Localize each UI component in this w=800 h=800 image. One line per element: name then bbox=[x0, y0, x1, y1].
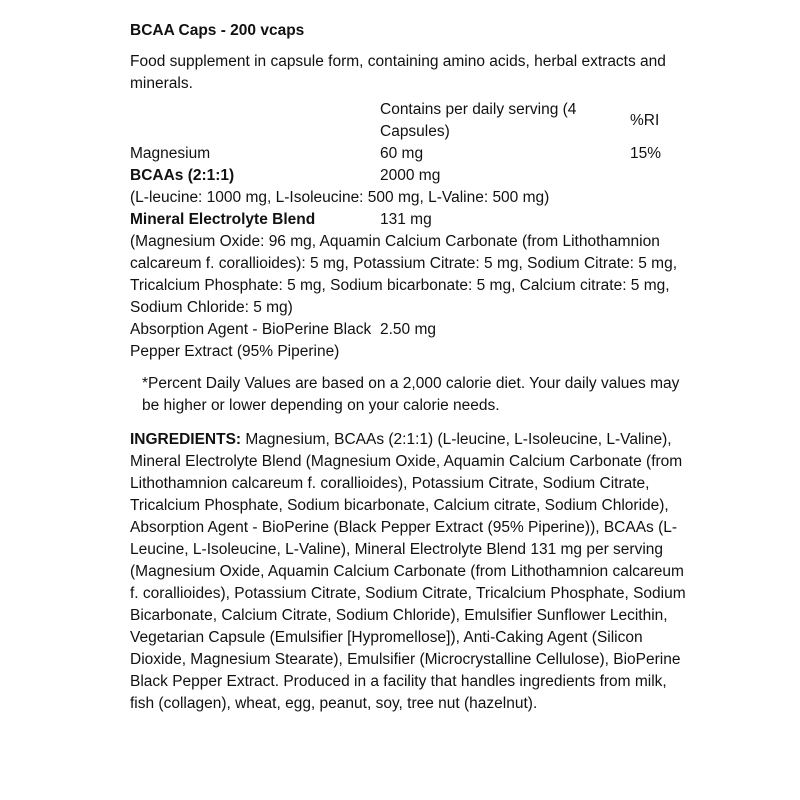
footnote: *Percent Daily Values are based on a 2,000 calorie diet. Your daily values may be higher or lower depending on your calorie needs. bbox=[142, 375, 680, 414]
row-ri: 15% bbox=[630, 145, 662, 162]
row-ri-empty bbox=[630, 319, 690, 363]
row-amount: 60 mg bbox=[380, 145, 424, 162]
table-row-detail bbox=[130, 187, 690, 209]
ingredients-label: INGREDIENTS: bbox=[130, 431, 242, 448]
row-amount: 2000 mg bbox=[380, 167, 441, 184]
row-detail: (Magnesium Oxide: 96 mg, Aquamin Calcium Carbonate (from Lithothamnion calcareum f. corallioides): 5 mg, Potassium Citrate: 5 mg, Sodium Citrate: 5 mg, Tricalcium Phosphate: 5 mg, Sodium bicarbonate: 5 mg, Calcium citrate: 5 mg, Sodium Chloride: 5 mg) bbox=[130, 233, 678, 316]
header-blank-cell bbox=[130, 99, 380, 143]
row-name: Absorption Agent - BioPerine Black Pepper Extract (95% Piperine) bbox=[130, 321, 372, 360]
table-row bbox=[130, 209, 690, 231]
table-row bbox=[130, 143, 690, 165]
header-serving: Contains per daily serving (4 Capsules) bbox=[380, 101, 577, 140]
ingredients-paragraph bbox=[130, 429, 690, 715]
row-amount: 131 mg bbox=[380, 211, 432, 228]
row-detail: (L-leucine: 1000 mg, L-Isoleucine: 500 mg, L-Valine: 500 mg) bbox=[130, 189, 550, 206]
row-amount: 2.50 mg bbox=[380, 321, 437, 338]
product-description: Food supplement in capsule form, containing amino acids, herbal extracts and minerals. bbox=[130, 53, 666, 92]
ingredients-text: Magnesium, BCAAs (2:1:1) (L-leucine, L-Isoleucine, L-Valine), Mineral Electrolyte Blend (Magnesium Oxide, Aquamin Calcium Carbonate (from Lithothamnion calcareum f. corallioides), Potassium Citrate, Sodium Citrate, Tricalcium Phosphate, Sodium bicarbonate, Calcium citrate, Sodium Chloride), Absorption Agent - BioPerine (Black Pepper Extract (95% Piperine)), BCAAs (L-Leucine, L-Isoleucine, L-Valine), Mineral Electrolyte Blend 131 mg per serving (Magnesium Oxide, Aquamin Calcium Carbonate (from Lithothamnion calcareum f. corallioides), Potassium Citrate, Sodium Citrate, Tricalcium Phosphate, Sodium Bicarbonate, Calcium Citrate, Sodium Chloride), Emulsifier Sunflower Lecithin, Vegetarian Capsule (Emulsifier [Hypromellose]), Anti-Caking Agent (Silicon Dioxide, Magnesium Stearate), Emulsifier (Microcrystalline Cellulose), BioPerine Black Pepper Extract. Produced in a facility that handles ingredients from milk, fish (collagen), wheat, egg, peanut, soy, tree nut (hazelnut). bbox=[130, 431, 686, 712]
table-row bbox=[130, 165, 690, 187]
row-name: Magnesium bbox=[130, 145, 211, 162]
row-name: BCAAs (2:1:1) bbox=[130, 167, 235, 184]
table-header-row bbox=[130, 99, 690, 143]
product-info-page bbox=[130, 20, 690, 715]
product-title: BCAA Caps - 200 vcaps bbox=[130, 22, 305, 39]
row-ri-empty bbox=[630, 165, 690, 187]
row-name: Mineral Electrolyte Blend bbox=[130, 211, 316, 228]
header-ri: %RI bbox=[630, 112, 660, 129]
table-row-detail bbox=[130, 231, 690, 319]
table-row bbox=[130, 319, 690, 363]
row-ri-empty bbox=[630, 209, 690, 231]
nutrition-table bbox=[130, 99, 690, 363]
